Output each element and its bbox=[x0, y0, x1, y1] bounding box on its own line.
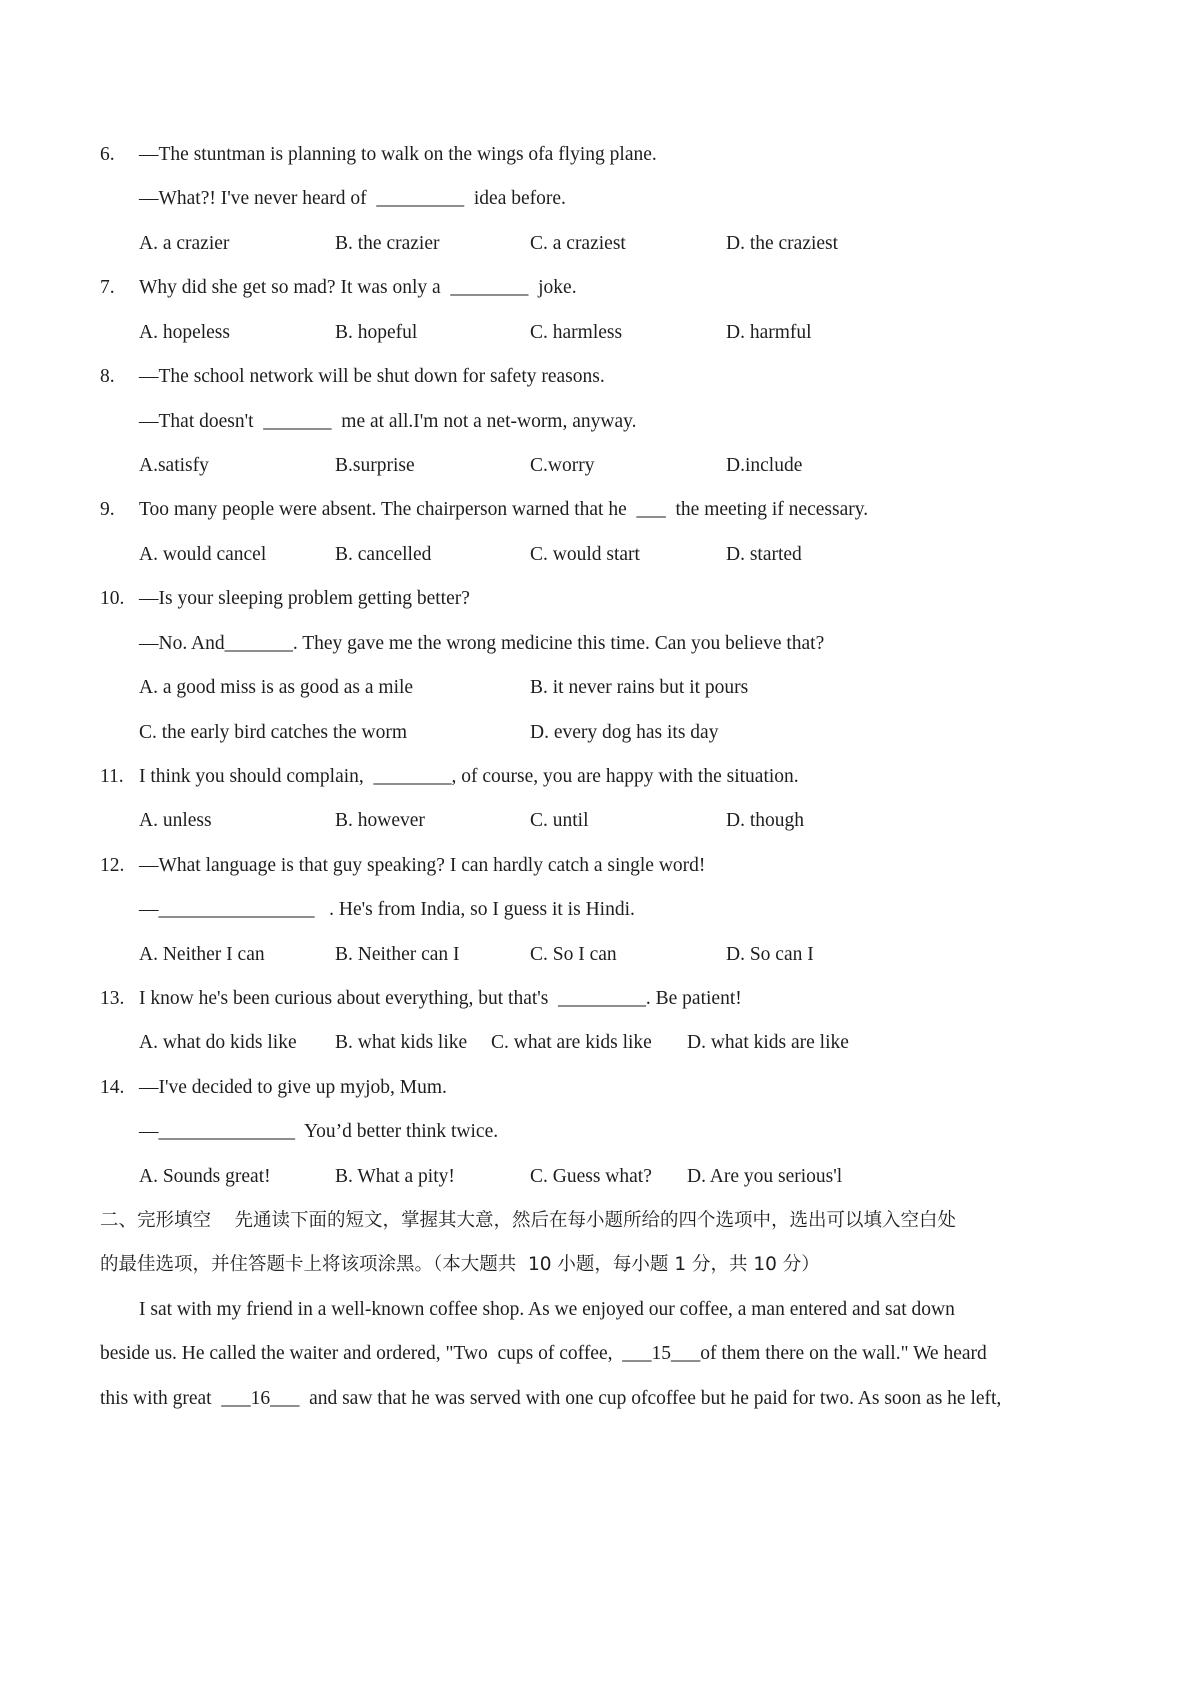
option-a: A. a good miss is as good as a mile bbox=[139, 677, 414, 698]
question-stem: —I've decided to give up myjob, Mum. bbox=[139, 1077, 447, 1098]
option-c: C. harmless bbox=[530, 322, 623, 343]
question-stem: I think you should complain, ________, of course, you are happy with the situation. bbox=[139, 766, 799, 787]
option-b: B. hopeful bbox=[335, 322, 418, 343]
option-a: A. Sounds great! bbox=[139, 1166, 271, 1187]
passage-line: this with great ___16___ and saw that he was served with one cup ofcoffee but he paid for two. As soon as he left, bbox=[100, 1388, 1002, 1409]
option-a: A. Neither I can bbox=[139, 944, 265, 965]
option-d: D.include bbox=[726, 455, 803, 476]
question-stem: —Is your sleeping problem getting better? bbox=[139, 588, 470, 609]
question-stem: —What language is that guy speaking? I can hardly catch a single word! bbox=[139, 855, 706, 876]
option-d: D. what kids are like bbox=[687, 1032, 849, 1053]
question-stem: —The school network will be shut down for safety reasons. bbox=[139, 366, 605, 387]
question-number: 7. bbox=[100, 277, 115, 298]
option-b: B. what kids like bbox=[335, 1032, 468, 1053]
question-number: 10. bbox=[100, 588, 125, 609]
option-b: B. however bbox=[335, 810, 425, 831]
question-stem: —No. And_______. They gave me the wrong medicine this time. Can you believe that? bbox=[139, 633, 825, 654]
option-a: A.satisfy bbox=[139, 455, 209, 476]
question-stem: I know he's been curious about everything, but that's _________. Be patient! bbox=[139, 988, 742, 1009]
option-a: A. what do kids like bbox=[139, 1032, 297, 1053]
option-d: D. So can I bbox=[726, 944, 814, 965]
option-b: B. Neither can I bbox=[335, 944, 460, 965]
question-stem: —______________ You’d better think twice. bbox=[139, 1121, 499, 1142]
option-a: A. would cancel bbox=[139, 544, 267, 565]
option-c: C. what are kids like bbox=[491, 1032, 652, 1053]
option-b: B.surprise bbox=[335, 455, 415, 476]
option-c: C. So I can bbox=[530, 944, 617, 965]
option-b: B. cancelled bbox=[335, 544, 432, 565]
section-heading: 二、完形填空 先通读下面的短文，掌握其大意，然后在每小题所给的四个选项中，选出可以填入空白处 bbox=[100, 1210, 957, 1231]
option-c: C. until bbox=[530, 810, 589, 831]
option-a: A. hopeless bbox=[139, 322, 230, 343]
question-stem: —________________ . He's from India, so I guess it is Hindi. bbox=[139, 899, 635, 920]
question-number: 11. bbox=[100, 766, 124, 787]
passage-line: I sat with my friend in a well-known coffee shop. As we enjoyed our coffee, a man entered and sat down bbox=[139, 1299, 955, 1320]
question-number: 6. bbox=[100, 144, 115, 165]
option-c: C. the early bird catches the worm bbox=[139, 722, 408, 743]
option-d: D. started bbox=[726, 544, 802, 565]
option-a: A. unless bbox=[139, 810, 212, 831]
option-d: D. the craziest bbox=[726, 233, 839, 254]
option-c: C.worry bbox=[530, 455, 595, 476]
question-stem: —The stuntman is planning to walk on the wings ofa flying plane. bbox=[139, 144, 657, 165]
option-d: D. every dog has its day bbox=[530, 722, 719, 743]
question-stem: Why did she get so mad? It was only a ________ joke. bbox=[139, 277, 577, 298]
section-heading: 的最佳选项，并住答题卡上将该项涂黑。（本大题共 10 小题，每小题 1 分，共 10 分） bbox=[100, 1254, 820, 1275]
option-c: C. would start bbox=[530, 544, 640, 565]
option-d: D. though bbox=[726, 810, 804, 831]
question-number: 9. bbox=[100, 499, 115, 520]
option-d: D. Are you serious'l bbox=[687, 1166, 843, 1187]
question-number: 12. bbox=[100, 855, 125, 876]
option-c: C. Guess what? bbox=[530, 1166, 652, 1187]
option-d: D. harmful bbox=[726, 322, 812, 343]
question-stem: —That doesn't _______ me at all.I'm not a net-worm, anyway. bbox=[139, 411, 637, 432]
question-number: 8. bbox=[100, 366, 115, 387]
option-b: B. the crazier bbox=[335, 233, 440, 254]
passage-line: beside us. He called the waiter and ordered, "Two cups of coffee, ___15___of them there on the wall." We heard bbox=[100, 1343, 987, 1364]
question-stem: —What?! I've never heard of _________ idea before. bbox=[139, 188, 566, 209]
question-stem: Too many people were absent. The chairperson warned that he ___ the meeting if necessary. bbox=[139, 499, 869, 520]
question-number: 13. bbox=[100, 988, 125, 1009]
option-b: B. it never rains but it pours bbox=[530, 677, 749, 698]
option-a: A. a crazier bbox=[139, 233, 230, 254]
option-c: C. a craziest bbox=[530, 233, 626, 254]
option-b: B. What a pity! bbox=[335, 1166, 455, 1187]
question-number: 14. bbox=[100, 1077, 125, 1098]
